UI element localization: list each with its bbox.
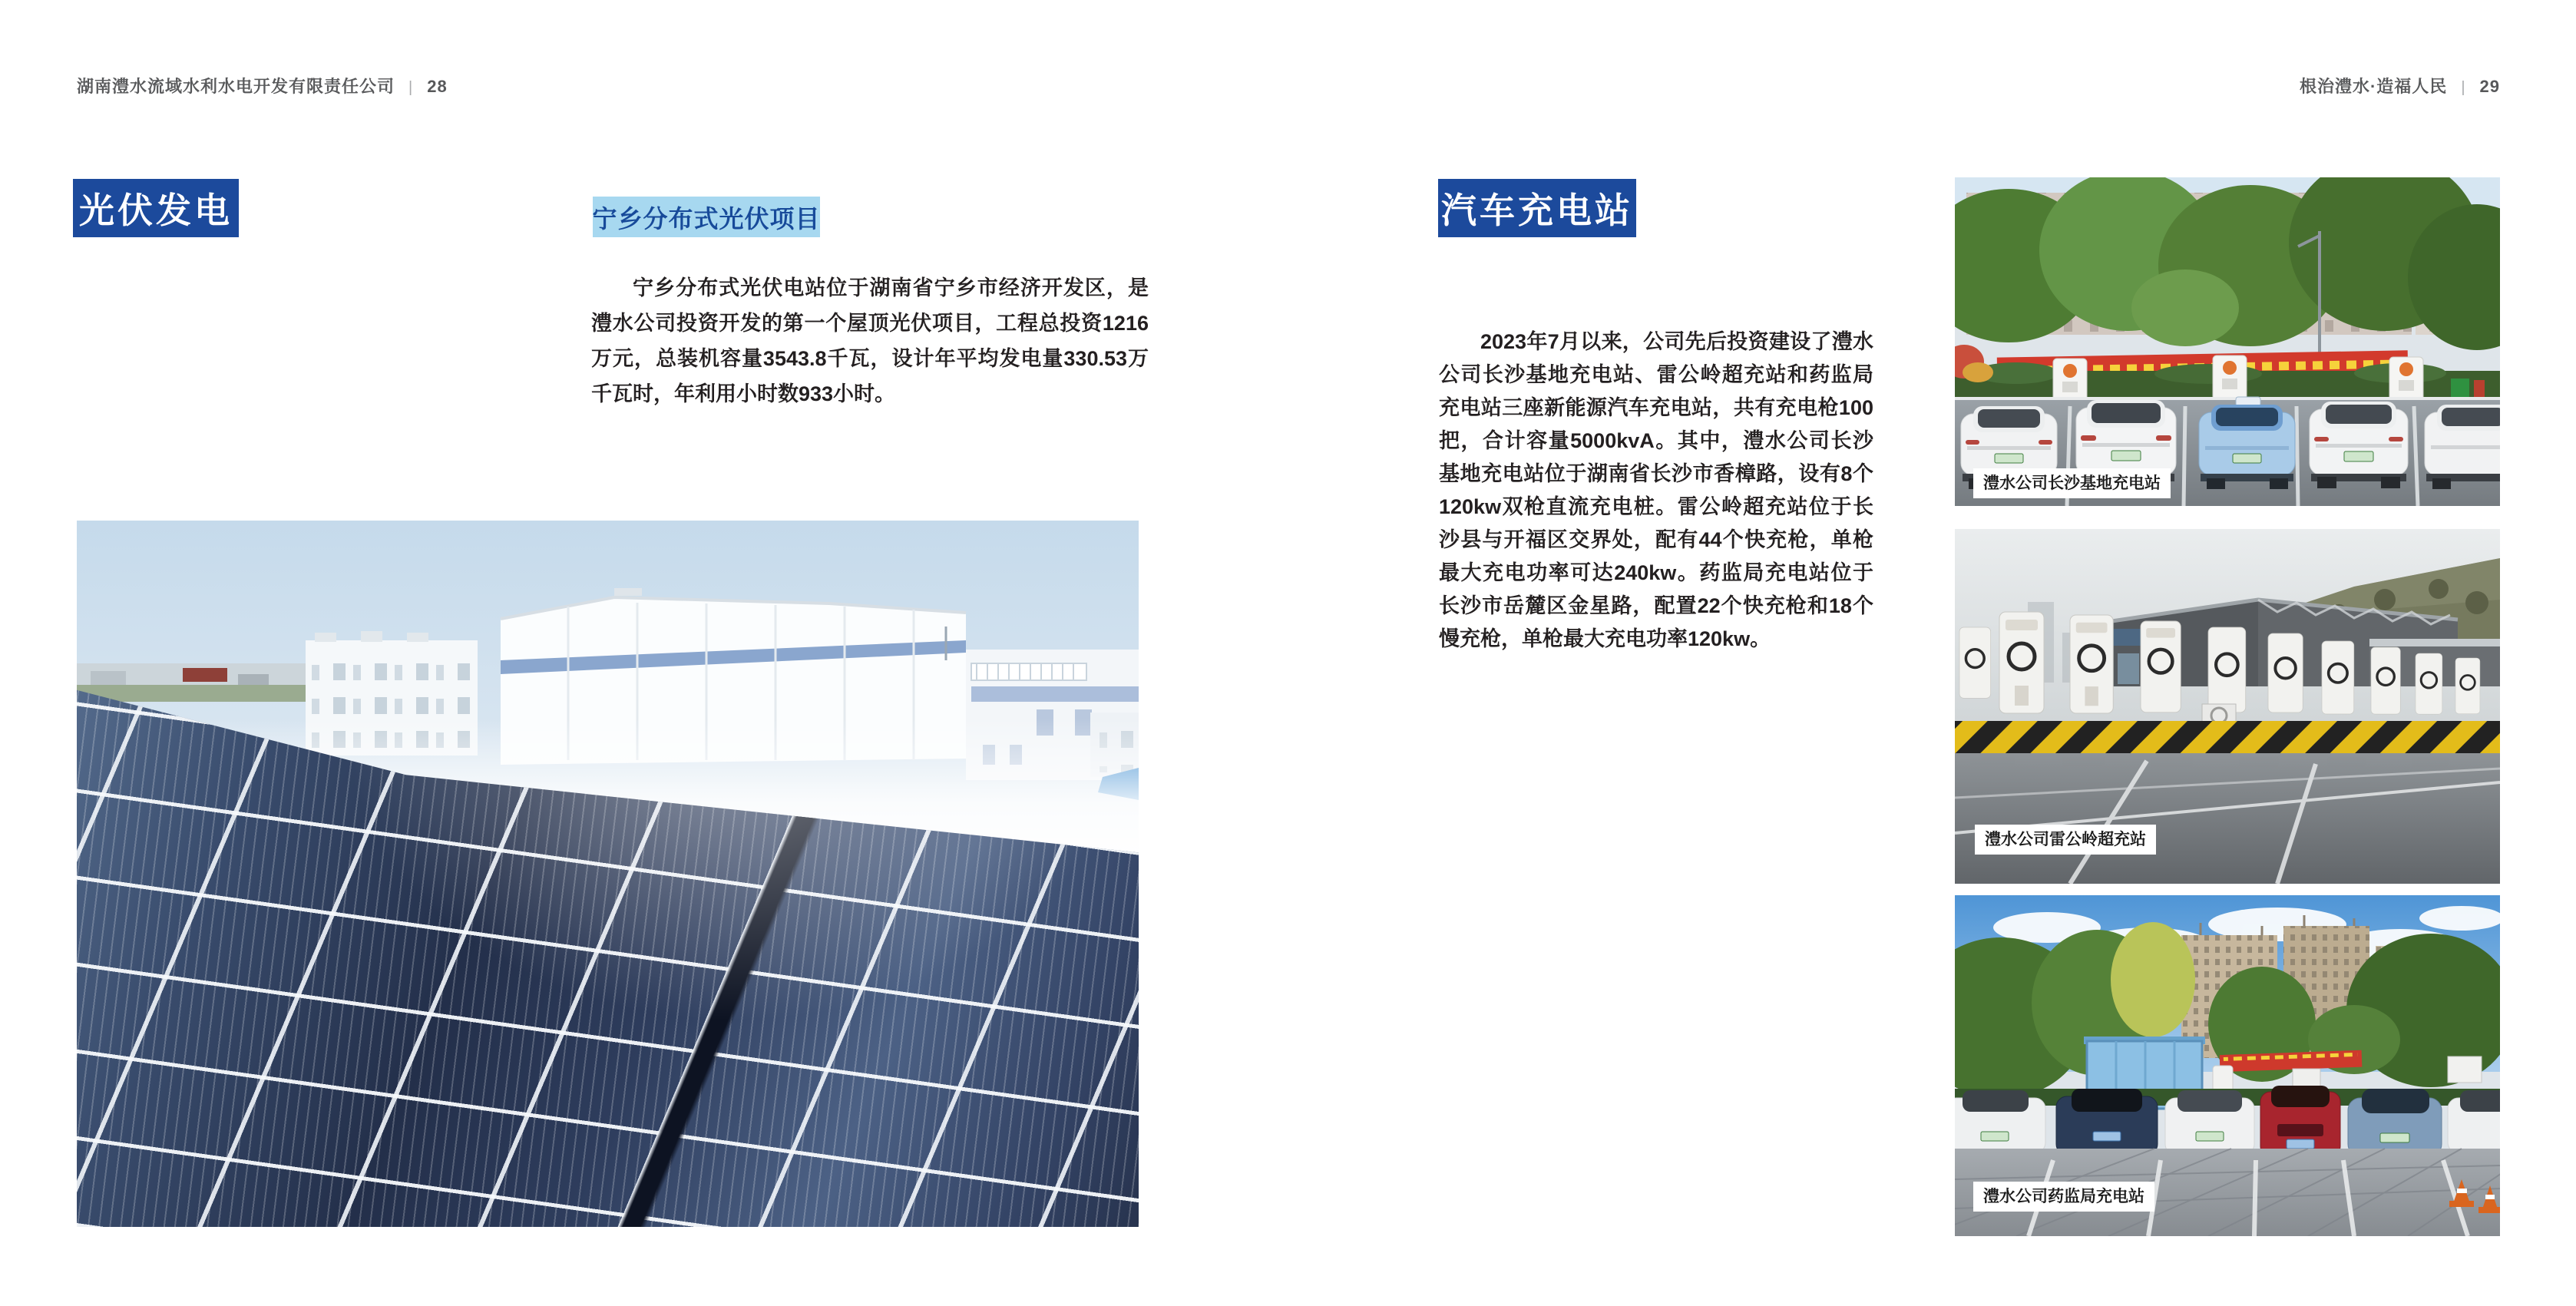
photo-rooftop-solar — [77, 521, 1139, 1227]
trees — [1955, 177, 2500, 373]
photo-changsha-base-station — [1955, 177, 2500, 506]
header-divider-right: | — [2461, 79, 2466, 96]
blue-taxi — [2199, 397, 2295, 489]
photovoltaic-paragraph: 宁乡分布式光伏电站位于湖南省宁乡市经济开发区，是澧水公司投资开发的第一个屋顶光伏项目，工程总投资1216万元，总装机容量3543.8千瓦，设计年平均发电量330.53万千瓦时，年利用小时数933小时。 — [591, 276, 1149, 405]
photo-leigongling-station — [1955, 529, 2500, 884]
subsection-title-ningxiang: 宁乡分布式光伏项目 — [593, 197, 820, 237]
white-car-3-partial — [2425, 405, 2500, 489]
hazard-barrier — [1955, 721, 2500, 753]
company-name: 湖南澧水流域水利水电开发有限责任公司 — [77, 77, 395, 96]
header-right — [2300, 74, 2500, 98]
page-number-right: 29 — [2479, 77, 2500, 96]
slogan: 根治澧水·造福人民 — [2299, 77, 2448, 96]
photo-caption-leigongling: 澧水公司雷公岭超充站 — [1975, 825, 2156, 855]
changsha-base-art — [1955, 177, 2500, 506]
section-title-photovoltaic: 光伏发电 — [73, 179, 239, 237]
page-number-left: 28 — [427, 77, 448, 96]
charging-paragraph: 2023年7月以来，公司先后投资建设了澧水公司长沙基地充电站、雷公岭超充站和药监局充电站三座新能源汽车充电站，共有充电枪100把，合计容量5000kvA。其中，澧水公司长沙基地充电站位于湖南省长沙市香樟路，设有8个120kw双枪直流充电桩。雷公岭超充站位于长沙县与开福区交界处，配有44个快充枪，单枪最大充电功率可达240kw。药监局充电站位于长沙市岳麓区金星路，配置22个快充枪和18个慢充枪，单枪最大充电功率120kw。 — [1439, 330, 1873, 650]
photo-yaojianju-station — [1955, 895, 2500, 1236]
white-car-2 — [2310, 402, 2408, 488]
photo-caption-yaojianju: 澧水公司药监局充电站 — [1973, 1182, 2154, 1212]
header-left — [77, 74, 448, 98]
section-title-charging: 汽车充电站 — [1438, 179, 1636, 237]
photo-caption-changsha-base: 澧水公司长沙基地充电站 — [1973, 468, 2171, 498]
header-divider-left: | — [408, 79, 414, 96]
ac-unit-2 — [2448, 1056, 2482, 1083]
